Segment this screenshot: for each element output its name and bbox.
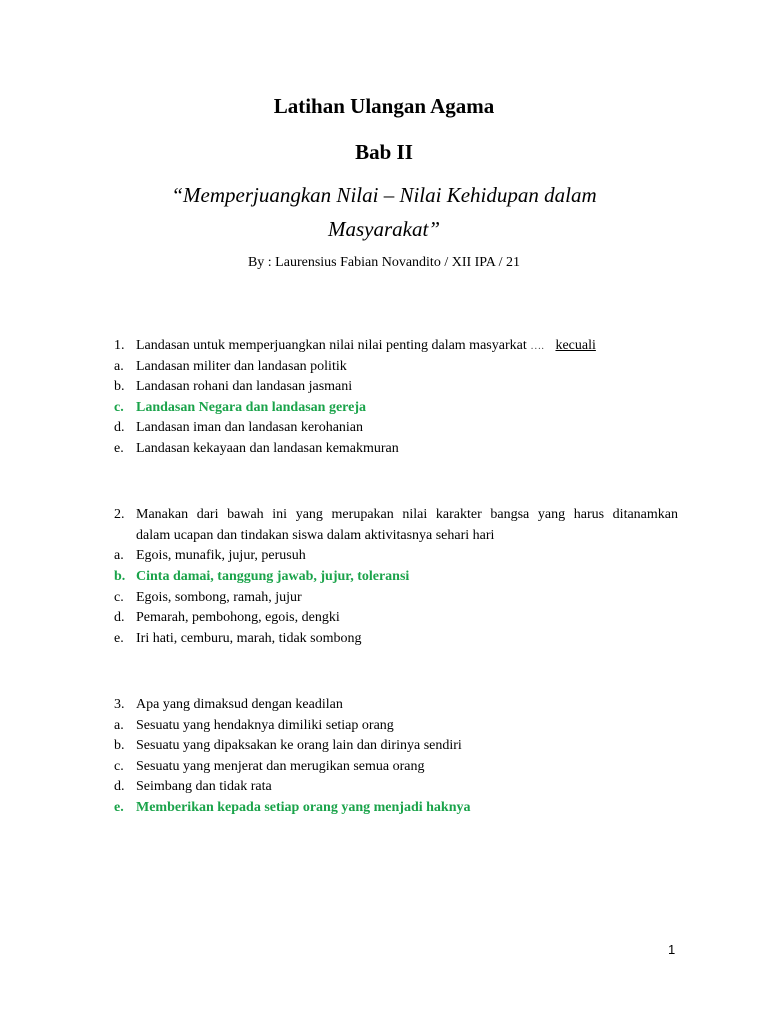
option-letter: a. [114, 359, 124, 374]
option-letter: c. [114, 590, 124, 605]
option-text: Sesuatu yang menjerat dan merugikan semua orang [136, 759, 425, 774]
question-2-text-line-1: Manakan dari bawah ini yang merupakan nilai karakter bangsa yang harus ditanamkan [136, 507, 678, 522]
option-letter: d. [114, 420, 125, 435]
option-letter: d. [114, 610, 125, 625]
option-text: Egois, sombong, ramah, jujur [136, 590, 302, 605]
option-letter: e. [114, 800, 124, 815]
question-text: Apa yang dimaksud dengan keadilan [136, 697, 343, 712]
question-keyword: kecuali [555, 338, 596, 353]
option-text: Memberikan kepada setiap orang yang menjadi haknya [136, 800, 471, 815]
option-letter: e. [114, 631, 124, 646]
option-text: Cinta damai, tanggung jawab, jujur, toleransi [136, 569, 410, 584]
option-letter: c. [114, 759, 124, 774]
question-number: 2. [114, 507, 125, 522]
option-text: Landasan iman dan landasan kerohanian [136, 420, 364, 435]
option-text: Egois, munafik, jujur, perusuh [136, 548, 306, 563]
option-letter: c. [114, 400, 124, 415]
chapter-subtitle-line-1: “Memperjuangkan Nilai – Nilai Kehidupan dalam [171, 183, 597, 207]
question-dots: …. [530, 340, 544, 352]
option-text: Landasan Negara dan landasan gereja [136, 400, 367, 415]
option-letter: a. [114, 548, 124, 563]
option-text: Sesuatu yang hendaknya dimiliki setiap orang [136, 718, 394, 733]
option-text: Landasan rohani dan landasan jasmani [136, 379, 353, 394]
option-text: Seimbang dan tidak rata [136, 779, 272, 794]
option-text: Sesuatu yang dipaksakan ke orang lain dan dirinya sendiri [136, 738, 462, 753]
document-title: Latihan Ulangan Agama [273, 94, 495, 118]
chapter-subtitle-line-2: Masyarakat” [328, 217, 440, 241]
option-letter: b. [114, 569, 126, 584]
option-text: Iri hati, cemburu, marah, tidak sombong [136, 631, 362, 646]
option-text: Landasan militer dan landasan politik [136, 359, 347, 374]
option-text: Landasan kekayaan dan landasan kemakmuran [136, 441, 399, 456]
option-letter: b. [114, 379, 125, 394]
author-byline: By : Laurensius Fabian Novandito / XII IPA / 21 [247, 255, 521, 270]
option-letter: b. [114, 738, 125, 753]
page-number: 1 [668, 942, 676, 957]
question-number: 3. [114, 697, 125, 712]
chapter-heading: Bab II [355, 140, 413, 164]
option-letter: d. [114, 779, 125, 794]
option-letter: e. [114, 441, 124, 456]
question-number: 1. [114, 338, 125, 353]
question-text: Landasan untuk memperjuangkan nilai nilai penting dalam masyarkat [136, 338, 527, 353]
option-letter: a. [114, 718, 124, 733]
option-text: Pemarah, pembohong, egois, dengki [136, 610, 340, 625]
document-page: Latihan Ulangan Agama Bab II “Memperjuangkan Nilai – Nilai Kehidupan dalam Masyarakat” By : Laurensius Fabian Novandito / XII IPA / 21 1. Landasan untuk memperjuangkan nilai nilai penting dalam masyarkat …. kecuali a. Landasan militer dan landasan politik b. Landasan rohani dan landasan jasmani c. Landasan Negara dan landasan gereja d. Landasan iman dan landasan kerohanian e. Landasan kekayaan dan landasan kemakmuran 2. Manakan dari bawah ini yang merupakan nilai karakter bangsa yang harus ditanamkan dalam ucapan dan tindakan siswa dalam aktivitasnya sehari hari a. Egois, munafik, jujur, perusuh b. Cinta damai, tanggung jawab, jujur, toleransi c. Egois, sombong, ramah, jujur d. Pemarah, pembohong, egois, dengki e. Iri hati, cemburu, marah, tidak sombong 3. Apa yang dimaksud dengan keadilan a. Sesuatu yang hendaknya dimiliki setiap orang b. Sesuatu yang dipaksakan ke orang lain dan dirinya sendiri c. Sesuatu yang menjerat dan merugikan semua orang d. Seimbang dan tidak rata e. Memberikan kepada setiap orang yang menjadi haknya 1 [0, 0, 768, 1024]
